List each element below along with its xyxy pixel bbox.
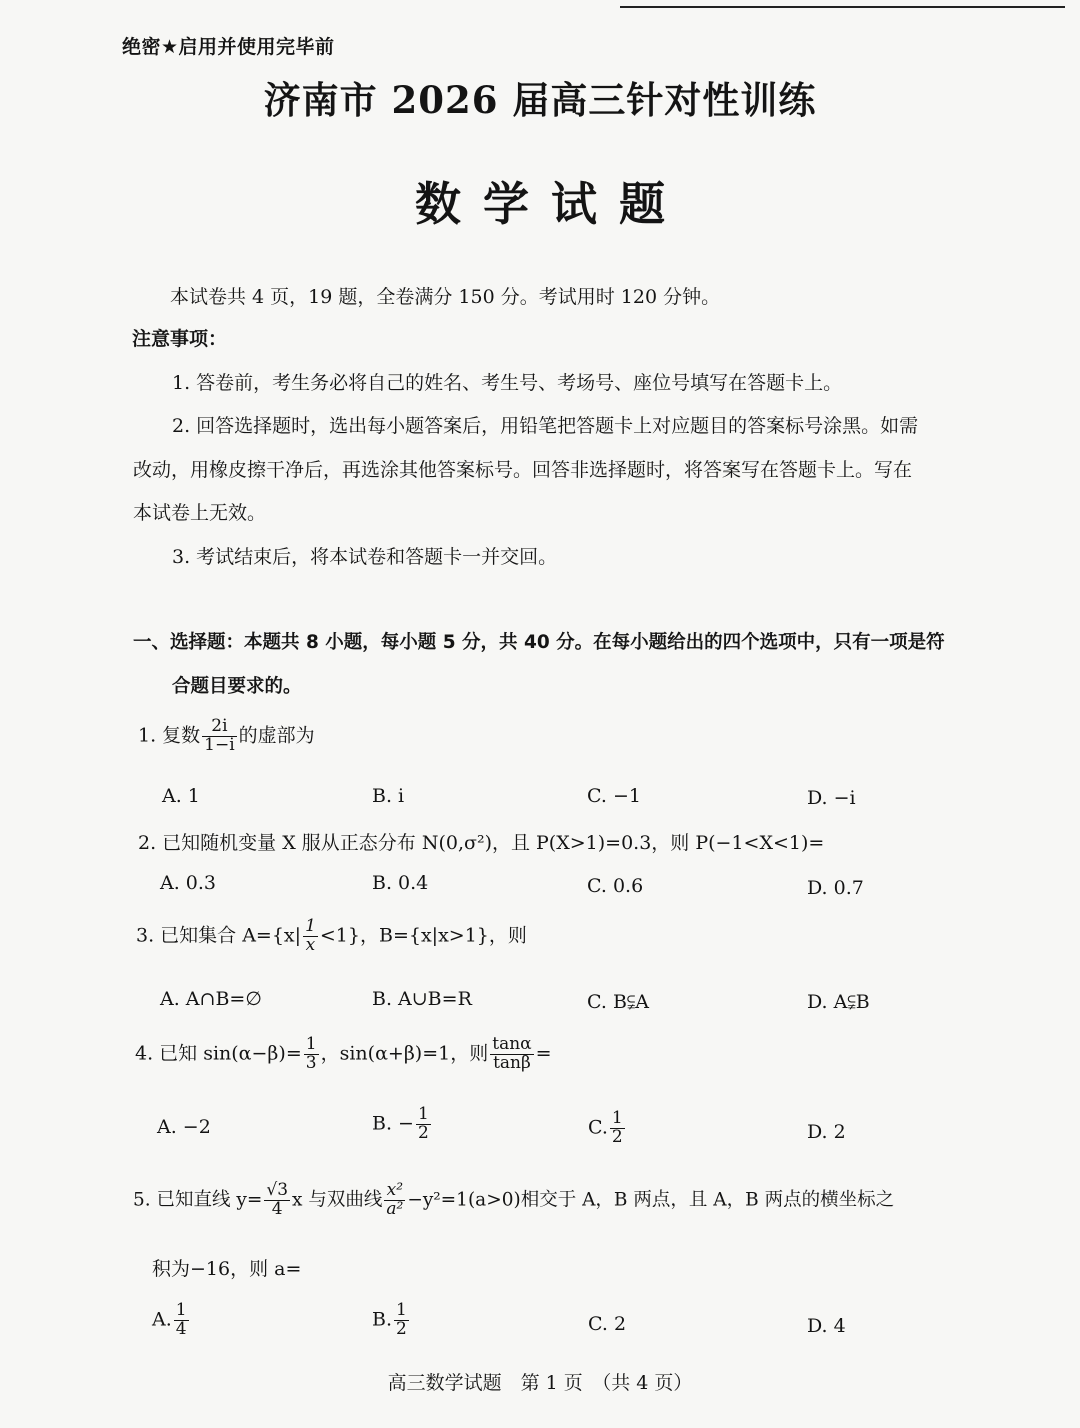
q4-option-b-den: 2 — [417, 1122, 429, 1143]
q5-option-a-fraction — [174, 1302, 189, 1339]
question-4 — [135, 1036, 552, 1073]
q1-frac-num: 2i — [202, 718, 237, 737]
q4-option-b — [372, 1106, 433, 1143]
q1-suffix: 的虚部为 — [238, 724, 315, 747]
q4-option-c-den: 2 — [611, 1126, 623, 1147]
q4-option-b-prefix: B. − — [372, 1112, 414, 1135]
q5-option-a — [152, 1302, 191, 1339]
q2-option-d: D. 0.7 — [807, 877, 864, 899]
q4-option-c-fraction — [610, 1110, 625, 1147]
q4-option-c-prefix: C. — [588, 1116, 608, 1139]
question-3 — [136, 918, 527, 955]
question-5 — [133, 1182, 894, 1219]
q2-option-a: A. 0.3 — [160, 872, 217, 894]
q5-prefix: 5. 已知直线 y= — [133, 1189, 263, 1211]
q4-frac2-num: tanα — [492, 1034, 532, 1054]
notice-item-2-line3: 本试卷上无效。 — [133, 502, 267, 524]
page-footer: 高三数学试题 第 1 页 （共 4 页） — [387, 1372, 693, 1394]
subject-title: 数学试题 — [415, 177, 687, 231]
q4-fraction-2 — [490, 1036, 533, 1073]
intro-text: 本试卷共 4 页，19 题，全卷满分 150 分。考试用时 120 分钟。 — [170, 286, 721, 308]
q5-option-b-prefix: B. — [372, 1308, 393, 1331]
q3-suffix: <1}，B={x|x>1}，则 — [319, 924, 527, 947]
q4-option-b-fraction — [416, 1106, 431, 1143]
q5-option-b-num: 1 — [396, 1300, 407, 1320]
top-rule — [620, 0, 1065, 8]
q5-frac2-den: a² — [386, 1198, 404, 1219]
q5-option-a-den: 4 — [175, 1318, 187, 1339]
q1-frac-den: 1−i — [204, 734, 235, 755]
q5-option-d: D. 4 — [807, 1315, 846, 1337]
q3-frac-num: 1 — [305, 916, 316, 936]
notice-item-2-line1: 2. 回答选择题时，选出每小题答案后，用铅笔把答题卡上对应题目的答案标号涂黑。如需 — [172, 415, 919, 437]
q4-prefix: 4. 已知 sin(α−β)= — [135, 1042, 302, 1065]
q5-option-b — [372, 1302, 411, 1339]
q1-prefix: 1. 复数 — [138, 724, 201, 747]
notice-item-2-line2: 改动，用橡皮擦干净后，再选涂其他答案标号。回答非选择题时，将答案写在答题卡上。写在 — [133, 459, 913, 481]
q4-frac1-den: 3 — [305, 1052, 317, 1073]
q5-option-a-num: 1 — [175, 1300, 187, 1320]
q4-option-c — [588, 1110, 627, 1147]
q5-frac1-num: √3 — [266, 1180, 289, 1200]
q5-option-b-fraction — [394, 1302, 409, 1339]
q1-option-c: C. −1 — [587, 785, 641, 807]
q5-option-a-prefix: A. — [152, 1308, 172, 1331]
section-1-heading: 一、选择题：本题共 8 小题，每小题 5 分，共 40 分。在每小题给出的四个选项中，只有一项是符 — [133, 632, 945, 653]
notice-heading: 注意事项： — [132, 328, 228, 350]
question-1 — [138, 718, 315, 755]
q3-option-a: A. A∩B=∅ — [160, 988, 262, 1010]
question-5-cont: 积为−16，则 a= — [152, 1258, 302, 1280]
q5-option-b-den: 2 — [396, 1318, 407, 1339]
q5-fraction-2 — [384, 1182, 405, 1219]
q1-fraction — [202, 718, 237, 755]
q3-option-d: D. A⫋B — [807, 991, 870, 1013]
q4-option-d: D. 2 — [807, 1121, 846, 1143]
q4-option-a: A. −2 — [157, 1116, 211, 1138]
q1-option-b: B. i — [372, 785, 405, 807]
question-2: 2. 已知随机变量 X 服从正态分布 N(0,σ²)，且 P(X>1)=0.3，则 P(−1<X<1)= — [138, 832, 825, 854]
q1-option-d: D. −i — [807, 787, 856, 809]
q4-option-c-num: 1 — [611, 1108, 623, 1128]
q4-middle: ，sin(α+β)=1，则 — [320, 1042, 489, 1065]
q3-option-b: B. A∪B=R — [372, 988, 472, 1010]
q5-frac2-num: x² — [384, 1182, 405, 1201]
q5-fraction-1 — [264, 1182, 290, 1219]
q4-fraction-1 — [304, 1036, 319, 1073]
q5-frac1-den: 4 — [271, 1198, 283, 1219]
q5-suffix: −y²=1(a>0)相交于 A，B 两点，且 A，B 两点的横坐标之 — [407, 1189, 895, 1211]
q3-option-c: C. B⫋A — [587, 991, 649, 1013]
q3-frac-den: x — [305, 934, 316, 955]
q5-middle: x 与双曲线 — [292, 1189, 383, 1211]
q1-option-a: A. 1 — [162, 785, 200, 807]
q4-option-b-num: 1 — [417, 1104, 429, 1124]
q3-fraction — [303, 918, 318, 955]
q5-option-c: C. 2 — [588, 1313, 627, 1335]
section-1-heading-cont: 合题目要求的。 — [172, 676, 302, 697]
q2-option-c: C. 0.6 — [587, 875, 644, 897]
secret-label: 绝密★启用并使用完毕前 — [122, 36, 335, 58]
q4-frac1-num: 1 — [305, 1034, 317, 1054]
q4-frac2-den: tanβ — [493, 1052, 531, 1073]
q2-option-b: B. 0.4 — [372, 872, 429, 894]
q4-suffix: = — [535, 1042, 552, 1065]
exam-title: 济南市 2026 届高三针对性训练 — [263, 78, 817, 122]
notice-item-3: 3. 考试结束后，将本试卷和答题卡一并交回。 — [172, 546, 558, 568]
notice-item-1: 1. 答卷前，考生务必将自己的姓名、考生号、考场号、座位号填写在答题卡上。 — [172, 372, 843, 394]
q3-prefix: 3. 已知集合 A={x| — [136, 924, 302, 947]
